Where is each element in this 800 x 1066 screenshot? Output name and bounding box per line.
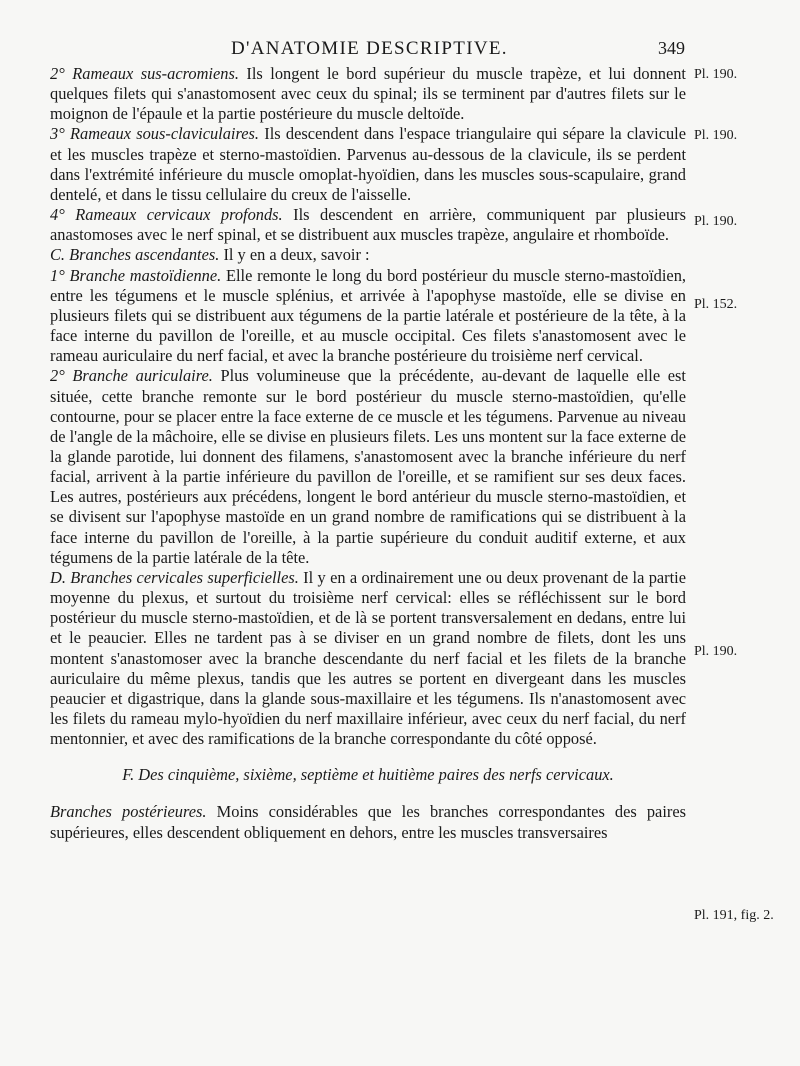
paragraph-lead: D. Branches cervicales superficielles. [50, 567, 299, 587]
body-text [50, 64, 686, 843]
margin-note: Pl. 190. [694, 67, 738, 82]
paragraph-lead: 2° Branche auriculaire. [50, 366, 213, 386]
running-head: D'ANATOMIE DESCRIPTIVE. [231, 38, 508, 59]
paragraph-cervicales-superficielles [50, 568, 686, 749]
paragraph-sous-claviculaires [50, 124, 686, 205]
paragraph-text: Il y en a deux, savoir : [219, 245, 370, 265]
page-number: 349 [658, 38, 685, 58]
paragraph-text: Moins considérables que les branches correspondantes des paires supérieures, elles descendent obliquement en dehors, entre les muscles transversaires [50, 802, 686, 842]
paragraph-text: Ils descendent dans l'espace triangulaire qui sépare la clavicule et les muscles trapèze et sterno-mastoïdien. Parvenus au-dessous de la clavicule, ils se perdent dans l'extrémité inférieure du muscle omoplat-hyoïdien, dans les muscles sous-scapulaire, grand dentelé, et dans le tissu cellulaire du creux de l'aisselle. [50, 124, 687, 204]
margin-note: Pl. 190. [694, 128, 738, 143]
paragraph-lead: 2° Rameaux sus-acromiens. [50, 64, 239, 83]
paragraph-text: Ils longent le bord supérieur du muscle trapèze, et lui donnent quelques filets qui s'anastomosent avec ceux du spinal; ils se terminent par d'autres filets sur le moignon de l'épaule et la partie postérieure du muscle deltoïde. [50, 64, 686, 124]
page-header [225, 38, 685, 64]
paragraph-cervicaux-profonds [50, 205, 686, 245]
margin-note: Pl. 190. [694, 644, 738, 659]
paragraph-text: Ils descendent en arrière, communiquent par plusieurs anastomoses avec le nerf spinal, et se distribuent aux muscles trapèze, angulaire et rhomboïde. [50, 205, 686, 245]
paragraph-text: Elle remonte le long du bord postérieur du muscle sterno-mastoïdien, entre les tégumens et le muscle splénius, et arrivée à l'apophyse mastoïde, elle se divise en plusieurs filets qui se distribuent aux tégumens de la partie latérale et postérieure de la tête, à la face interne du pavillon de l'oreille, et au muscle occipital. Ces filets s'anastomosent avec le rameau auriculaire du nerf facial, et avec la branche postérieure du troisième nerf cervical. [50, 265, 686, 366]
section-heading: F. Des cinquième, sixième, septième et huitième paires des nerfs cervicaux. [122, 765, 614, 785]
paragraph-lead: 1° Branche mastoïdienne. [50, 265, 222, 285]
paragraph-branches-ascendantes [50, 245, 686, 265]
paragraph-lead: C. Branches ascendantes. [50, 245, 220, 265]
margin-note: Pl. 190. [694, 214, 738, 229]
paragraph-lead: Branches postérieures. [50, 802, 207, 822]
paragraph-lead: 3° Rameaux sous-claviculaires. [50, 124, 259, 144]
paragraph-text: Il y en a ordinairement une ou deux provenant de la partie moyenne du plexus, et surtout du troisième nerf cervical: elles se réfléchissent sur le bord postérieur du muscle sterno-mastoïdien, et de là se portent transversalement en dedans, entre lui et le peaucier. Elles ne tardent pas à se diviser en un grand nombre de filets, dont les uns montent s'anastomoser avec la branche descendante du nerf facial et les filets de la branche auriculaire du même plexus, tandis que les autres se portent en divergeant dans les muscles peaucier et digastrique, dans la glande sous-maxillaire et les tégumens. Ils n'anastomosent avec les filets du rameau mylo-hyoïdien du nerf maxillaire inférieur, avec ceux du nerf facial, du nerf mentonnier, et avec des ramifications de la branche correspondante du côté opposé. [50, 567, 687, 749]
paragraph-branche-auriculaire [50, 366, 686, 568]
paragraph-lead: 4° Rameaux cervicaux profonds. [50, 205, 283, 225]
paragraph-sus-acromiens [50, 64, 686, 124]
paragraph-text: Plus volumineuse que la précédente, au-devant de laquelle elle est située, cette branche remonte sur le bord postérieur du muscle sterno-mastoïdien, qu'elle contourne, pour se placer entre la face externe de ce muscle et les tégumens. Parvenue au niveau de l'angle de la mâchoire, elle se divise en plusieurs filets. Les uns montent sur la face externe de la glande parotide, lui donnent des filamens, s'anastomosent avec la branche inférieure du nerf facial, arrivent à la partie inférieure du pavillon de l'oreille, et se ramifient sur ses deux faces. Les autres, postérieurs aux précédens, longent le bord antérieur du muscle sterno-mastoïdien, et se divisent sur l'apophyse mastoïde en un grand nombre de ramifications qui se distribuent à la face interne du pavillon de l'oreille, à la partie supérieure du conduit auditif externe, et aux tégumens de la partie latérale de la tête. [50, 366, 686, 567]
margin-note: Pl. 152. [694, 297, 738, 312]
paragraph-branche-mastoidienne [50, 266, 686, 367]
paragraph-branches-posterieures [50, 802, 686, 842]
margin-note: Pl. 191, fig. 2. [694, 908, 774, 923]
